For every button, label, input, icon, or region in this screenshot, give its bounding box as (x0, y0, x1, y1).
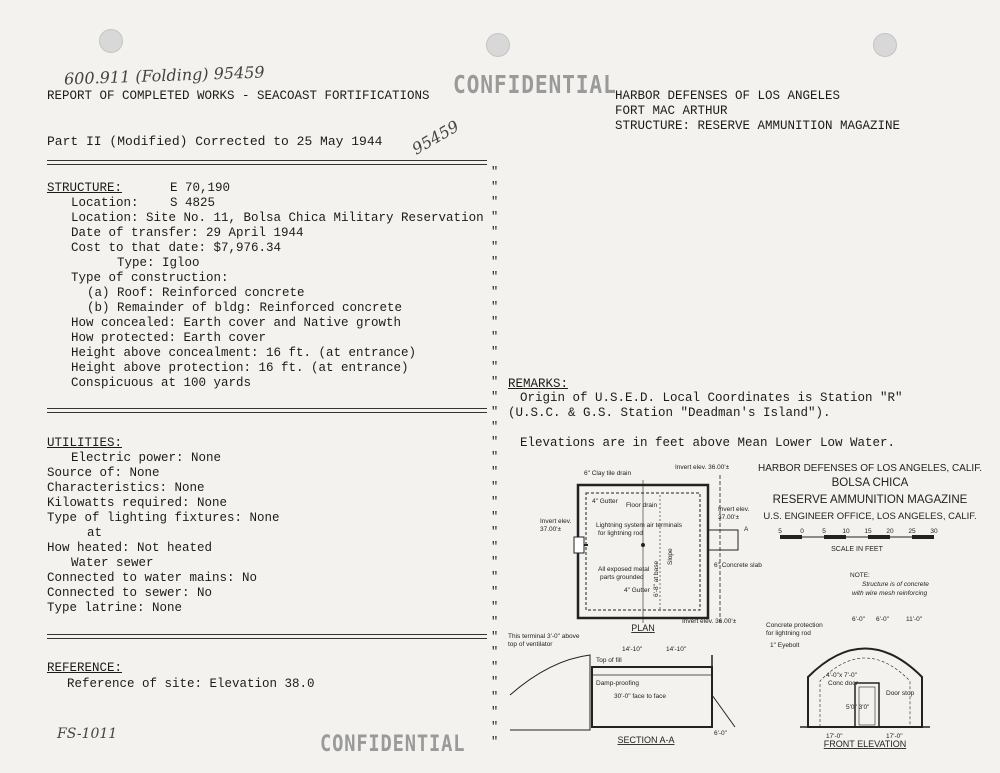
ditto-mark: " (491, 465, 499, 479)
ditto-mark: " (491, 285, 499, 299)
front-door-type: Conc door (828, 680, 858, 687)
punch-hole-left (99, 29, 123, 53)
front-dim-mid: 5'0" 3'0" (846, 704, 870, 711)
report-title: REPORT OF COMPLETED WORKS - SEACOAST FORTIFICATIONS (47, 89, 430, 103)
ditto-mark: " (491, 330, 499, 344)
scale-tick-5: 20 (886, 528, 894, 535)
plan-view (540, 464, 762, 633)
confidential-stamp-bottom: CONFIDENTIAL (320, 732, 466, 757)
front-door-stop: Door stop (886, 690, 915, 697)
front-dim-top-1: 6'-0" (852, 616, 865, 623)
structure-heading: STRUCTURE: (47, 181, 123, 195)
lighting-fixtures: Type of lighting fixtures: None (47, 511, 280, 525)
ditto-mark: " (491, 375, 499, 389)
reference-of-site: Reference of site: Elevation 38.0 (67, 677, 315, 691)
ditto-mark: " (491, 690, 499, 704)
front-concrete-protection-2: for lightning rod (766, 630, 811, 637)
plan-slope: Slope (667, 548, 674, 565)
drawing-title-bolsa-chica: BOLSA CHICA (831, 477, 909, 489)
ditto-mark: " (491, 555, 499, 569)
section-damp-proofing: Damp-proofing (596, 680, 639, 687)
drawing-note-line1: Structure is of concrete (862, 581, 929, 588)
roof-construction: (a) Roof: Reinforced concrete (87, 286, 305, 300)
ditto-mark: " (491, 660, 499, 674)
drawing-title-harbor: HARBOR DEFENSES OF LOS ANGELES, CALIF. (758, 463, 982, 474)
lighting-at: at (87, 526, 103, 540)
how-protected: How protected: Earth cover (71, 331, 267, 345)
ditto-mark: " (491, 495, 499, 509)
plan-concrete-slab: 6" Concrete slab (714, 562, 762, 569)
plan-base: 6'-8" at base (653, 560, 660, 597)
scale-tick-7: 30 (930, 528, 938, 535)
section-terminal-1: This terminal 3'-0" above (508, 633, 580, 640)
ditto-mark: " (491, 420, 499, 434)
front-eyebolt: 1" Eyebolt (770, 642, 800, 649)
scale-tick-3: 10 (842, 528, 850, 535)
plan-lightning-2: for lightning rod (598, 530, 643, 537)
type-of-construction: Type of construction: (71, 271, 229, 285)
plan-label: PLAN (631, 623, 655, 633)
punch-hole-center (486, 33, 510, 57)
how-concealed: How concealed: Earth cover and Native growth (71, 316, 402, 330)
ditto-mark: " (491, 645, 499, 659)
section-view (508, 633, 735, 745)
plan-marker-a: A (744, 526, 749, 533)
ditto-mark: " (491, 735, 499, 749)
ditto-mark: " (491, 345, 499, 359)
plan-gutter-bottom: 4" Gutter (624, 587, 650, 594)
characteristics: Characteristics: None (47, 481, 205, 495)
water-mains: Connected to water mains: No (47, 571, 258, 585)
front-elevation-label: FRONT ELEVATION (823, 739, 907, 749)
ditto-mark: " (491, 480, 499, 494)
remarks-elevations: Elevations are in feet above Mean Lower Low Water. (520, 436, 896, 450)
plan-gutter: 4" Gutter (592, 498, 618, 505)
structure-type: Type: Igloo (117, 256, 200, 270)
front-dim-top-2: 6'-0" (876, 616, 889, 623)
ditto-mark: " (491, 450, 499, 464)
top-double-rule (47, 160, 487, 165)
conspicuous-at: Conspicuous at 100 yards (71, 376, 252, 390)
coordinate-s: S 4825 (170, 196, 216, 210)
location-label: Location: (71, 196, 139, 210)
footer-code: FS-1011 (57, 726, 118, 742)
ditto-mark: " (491, 270, 499, 284)
ditto-mark: " (491, 570, 499, 584)
plan-floor-drain: Floor drain (626, 502, 658, 509)
ditto-mark: " (491, 585, 499, 599)
plan-lightning-1: Lightning system air terminals (596, 522, 682, 529)
scale-tick-2: 5 (822, 528, 826, 535)
remainder-construction: (b) Remainder of bldg: Reinforced concrete (87, 301, 403, 315)
ditto-mark: " (491, 675, 499, 689)
plan-invert-top: Invert elev. 36.00'± (675, 464, 730, 471)
section-dim-right: 14'-10" (666, 646, 687, 653)
magazine-drawing (500, 455, 990, 755)
confidential-stamp-top: CONFIDENTIAL (453, 70, 617, 99)
ditto-mark: " (491, 720, 499, 734)
ditto-mark: " (491, 600, 499, 614)
plan-invert-right: Invert elev. (718, 506, 750, 513)
drawing-note-heading: NOTE: (850, 572, 870, 579)
ditto-mark: " (491, 405, 499, 419)
ditto-mark: " (491, 630, 499, 644)
front-concrete-protection-1: Concrete protection (766, 622, 823, 629)
section-face: 30'-0" face to face (614, 693, 666, 700)
ditto-mark: " (491, 225, 499, 239)
header-fort: FORT MAC ARTHUR (615, 104, 728, 118)
height-above-concealment: Height above concealment: 16 ft. (at entrance) (71, 346, 417, 360)
section-label: SECTION A-A (617, 735, 675, 745)
cost-to-date: Cost to that date: $7,976.34 (71, 241, 282, 255)
ditto-mark: " (491, 540, 499, 554)
drawing-title-magazine: RESERVE AMMUNITION MAGAZINE (772, 494, 968, 506)
utilities-heading: UTILITIES: (47, 436, 123, 450)
plan-tile-drain: 6" Clay tile drain (584, 470, 632, 477)
type-latrine: Type latrine: None (47, 601, 183, 615)
reference-heading: REFERENCE: (47, 661, 123, 675)
water-sewer: Water sewer (71, 556, 154, 570)
ditto-mark: " (491, 195, 499, 209)
scale-tick-1: 0 (800, 528, 804, 535)
scale-bar (778, 528, 938, 553)
plan-metal-1: All exposed metal (598, 566, 650, 573)
section-terminal-2: top of ventilator (508, 641, 553, 648)
ditto-mark: " (491, 165, 499, 179)
scale-tick-0: 5 (778, 528, 782, 535)
section-dim-bottom: 6'-0" (714, 730, 727, 737)
plan-invert-left: Invert elev. (540, 518, 572, 525)
utilities-bottom-rule (47, 634, 487, 639)
plan-invert-left2: 37.00'± (540, 526, 562, 533)
front-dim-bottom-2: 17'-0" (886, 733, 903, 740)
drawing-title-office: U.S. ENGINEER OFFICE, LOS ANGELES, CALIF. (763, 511, 977, 522)
date-of-transfer: Date of transfer: 29 April 1944 (71, 226, 304, 240)
ditto-mark: " (491, 360, 499, 374)
plan-invert-bottom: Invert elev. 36.00'± (682, 618, 737, 625)
handwritten-number: 95459 (408, 116, 463, 159)
location-site: Location: Site No. 11, Bolsa Chica Military Reservation (71, 211, 484, 225)
ditto-mark: " (491, 510, 499, 524)
ditto-mark: " (491, 210, 499, 224)
header-structure: STRUCTURE: RESERVE AMMUNITION MAGAZINE (615, 119, 901, 133)
ditto-mark: " (491, 435, 499, 449)
front-elevation-view (766, 616, 930, 749)
ditto-mark: " (491, 240, 499, 254)
remarks-origin: Origin of U.S.E.D. Local Coordinates is Station "R" (520, 391, 903, 405)
ditto-mark: " (491, 255, 499, 269)
ditto-mark: " (491, 390, 499, 404)
section-dim-left: 14'-10" (622, 646, 643, 653)
front-dim-top-3: 11'-0" (906, 616, 923, 623)
section-top-fill: Top of fill (596, 657, 622, 664)
ditto-mark: " (491, 525, 499, 539)
height-above-protection: Height above protection: 16 ft. (at entrance) (71, 361, 409, 375)
ditto-mark: " (491, 180, 499, 194)
plan-metal-2: parts grounded (600, 574, 644, 581)
electric-power: Electric power: None (71, 451, 222, 465)
remarks-station: (U.S.C. & G.S. Station "Deadman's Island"). (508, 406, 831, 420)
scale-tick-6: 25 (908, 528, 916, 535)
ditto-mark: " (491, 705, 499, 719)
ditto-mark: " (491, 300, 499, 314)
coordinate-e: E 70,190 (170, 181, 231, 195)
kilowatts-required: Kilowatts required: None (47, 496, 228, 510)
header-harbor-defenses: HARBOR DEFENSES OF LOS ANGELES (615, 89, 841, 103)
power-source: Source of: None (47, 466, 160, 480)
connected-to-sewer: Connected to sewer: No (47, 586, 213, 600)
scale-tick-4: 15 (864, 528, 872, 535)
how-heated: How heated: Not heated (47, 541, 213, 555)
handwritten-file-number: 600.911 (Folding) 95459 (63, 62, 265, 89)
structure-bottom-rule (47, 408, 487, 413)
drawing-note-line2: with wire mesh reinforcing (852, 590, 928, 597)
part-line: Part II (Modified) Corrected to 25 May 1944 (47, 134, 383, 149)
remarks-heading: REMARKS: (508, 377, 569, 391)
front-dim-bottom-1: 17'-0" (826, 733, 843, 740)
punch-hole-right (873, 33, 897, 57)
ditto-mark: " (491, 315, 499, 329)
scale-label: SCALE IN FEET (831, 546, 883, 553)
plan-invert-right2: 37.00'± (718, 514, 740, 521)
front-door-size: 4'-0"x 7'-0" (826, 672, 857, 679)
ditto-mark: " (491, 615, 499, 629)
